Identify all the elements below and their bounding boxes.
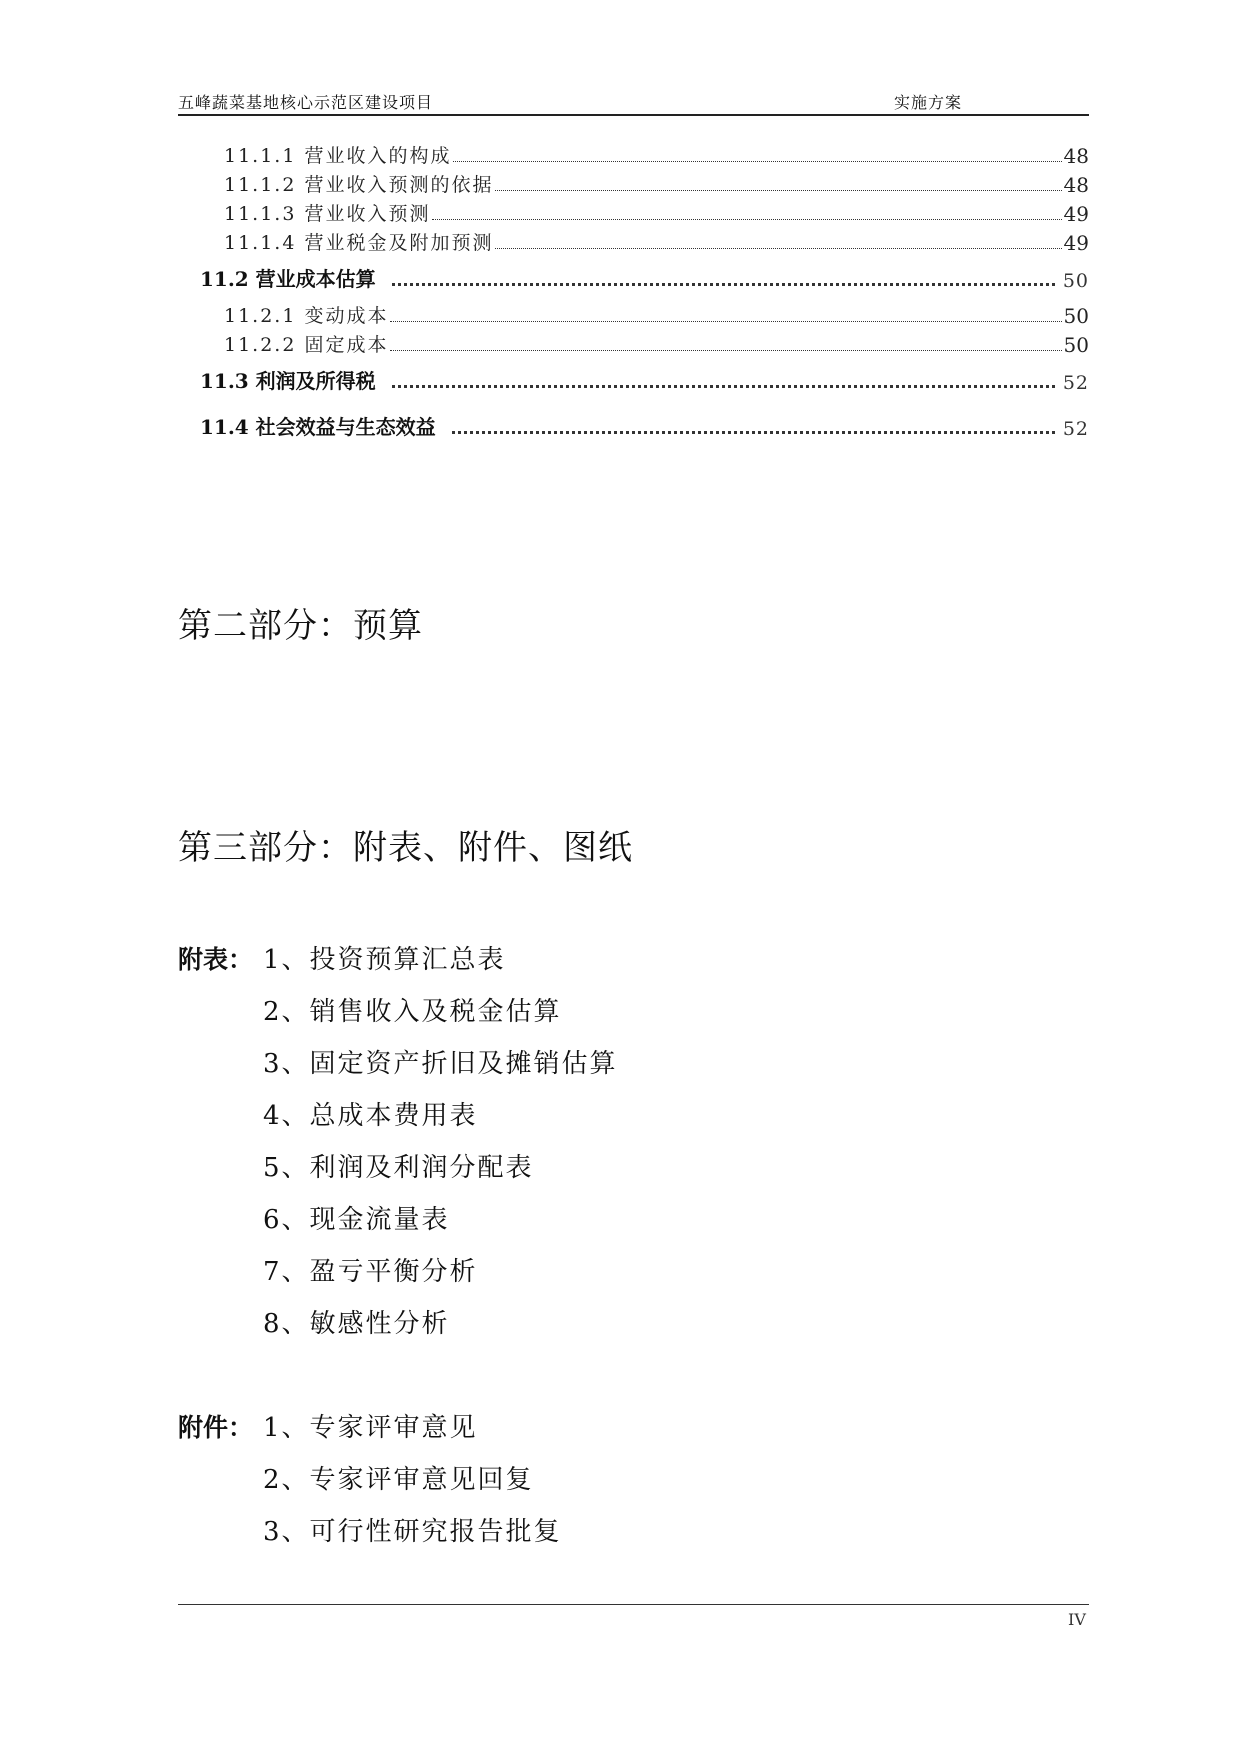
attachment-item: 3、可行性研究报告批复 — [263, 1517, 562, 1547]
toc-entry[interactable] — [178, 300, 1089, 328]
toc-entry[interactable] — [178, 169, 1089, 197]
toc-dot-leader — [390, 350, 1061, 351]
toc-entry[interactable] — [178, 140, 1089, 168]
toc-dot-leader — [495, 190, 1061, 191]
page-number: IV — [1068, 1610, 1086, 1629]
toc-entry-title: 11.1.1 营业收入的构成 — [224, 145, 452, 167]
toc-dot-leader — [392, 385, 1055, 388]
toc-dot-leader — [392, 283, 1055, 286]
schedule-item: 4、总成本费用表 — [263, 1101, 478, 1131]
schedule-item: 3、固定资产折旧及摊销估算 — [263, 1049, 618, 1079]
toc-entry-title: 11.1.4 营业税金及附加预测 — [224, 232, 494, 254]
schedule-item: 8、敏感性分析 — [263, 1309, 450, 1339]
toc-section-entry[interactable] — [178, 264, 1089, 292]
toc-entry-title: 11.2 营业成本估算 — [200, 267, 376, 291]
toc-entry[interactable] — [178, 198, 1089, 226]
attachment-item: 1、专家评审意见 — [263, 1413, 478, 1443]
toc-dot-leader — [390, 321, 1061, 322]
schedule-item: 5、利润及利润分配表 — [263, 1153, 534, 1183]
toc-dot-leader — [432, 219, 1061, 220]
part-two-heading: 第二部分：预算 — [178, 606, 423, 646]
footer-rule — [178, 1604, 1089, 1605]
toc-entry-page: 50 — [1062, 270, 1089, 292]
project-name: 五峰蔬菜基地核心示范区建设项目 — [178, 93, 434, 112]
toc-entry-title: 11.2.1 变动成本 — [224, 305, 389, 327]
toc-entry-title: 11.1.2 营业收入预测的依据 — [224, 174, 494, 196]
toc-entry-page: 49 — [1063, 202, 1089, 226]
schedule-item: 2、销售收入及税金估算 — [263, 997, 562, 1027]
toc-dot-leader — [495, 248, 1061, 249]
toc-entry-title: 11.3 利润及所得税 — [200, 369, 376, 393]
attachments-label: 附件： — [178, 1413, 254, 1442]
toc-entry-page: 48 — [1063, 173, 1089, 197]
attachment-item: 2、专家评审意见回复 — [263, 1465, 534, 1495]
toc-entry-page: 48 — [1063, 144, 1089, 168]
schedule-item: 7、盈亏平衡分析 — [263, 1257, 478, 1287]
schedule-item: 1、投资预算汇总表 — [263, 945, 506, 975]
toc-dot-leader — [452, 431, 1055, 434]
toc-entry-title: 11.4 社会效益与生态效益 — [200, 415, 436, 439]
page-header — [178, 84, 1089, 116]
toc-section-entry[interactable] — [178, 412, 1089, 440]
toc-entry[interactable] — [178, 227, 1089, 255]
toc-entry-title: 11.1.3 营业收入预测 — [224, 203, 431, 225]
part-three-heading: 第三部分：附表、附件、图纸 — [178, 828, 633, 868]
toc-dot-leader — [453, 161, 1061, 162]
toc-entry-page: 52 — [1062, 418, 1089, 440]
toc-entry-page: 49 — [1063, 231, 1089, 255]
toc-entry-page: 50 — [1063, 304, 1089, 328]
schedules-label: 附表： — [178, 945, 254, 974]
schedule-item: 6、现金流量表 — [263, 1205, 450, 1235]
toc-entry-page: 50 — [1063, 333, 1089, 357]
toc-entry-page: 52 — [1062, 372, 1089, 394]
toc-section-entry[interactable] — [178, 366, 1089, 394]
toc-entry-title: 11.2.2 固定成本 — [224, 334, 389, 356]
toc-entry[interactable] — [178, 329, 1089, 357]
document-type: 实施方案 — [894, 93, 963, 112]
